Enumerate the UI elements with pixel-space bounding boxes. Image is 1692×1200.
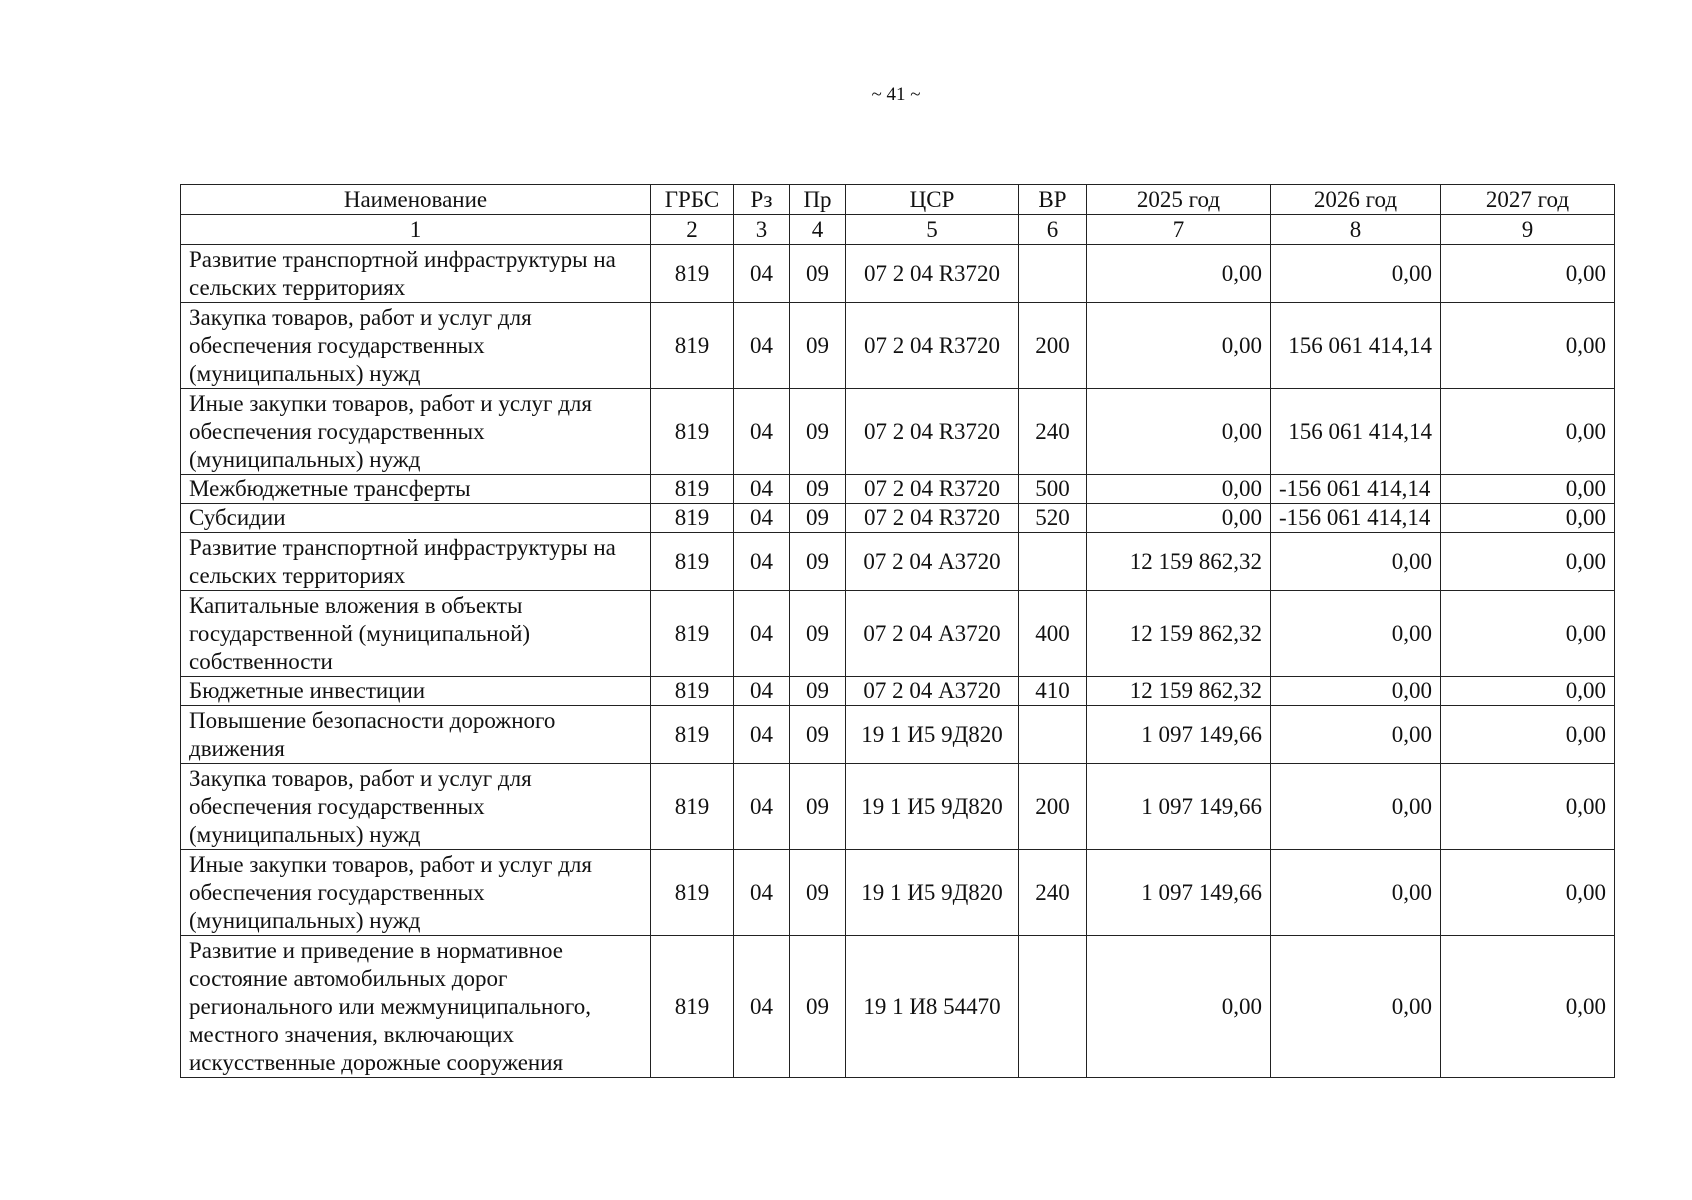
row-2026: 156 061 414,14	[1271, 303, 1441, 389]
row-csr: 07 2 04 R3720	[846, 245, 1019, 303]
column-number: 9	[1441, 215, 1615, 245]
row-grbs: 819	[651, 677, 734, 706]
row-grbs: 819	[651, 504, 734, 533]
table-row	[181, 303, 1615, 389]
table-row	[181, 706, 1615, 764]
row-csr: 07 2 04 R3720	[846, 389, 1019, 475]
table-row	[181, 389, 1615, 475]
column-number: 3	[734, 215, 790, 245]
row-csr: 07 2 04 R3720	[846, 303, 1019, 389]
row-vr	[1019, 245, 1087, 303]
row-rz: 04	[734, 245, 790, 303]
row-pr: 09	[790, 706, 846, 764]
row-2027: 0,00	[1441, 475, 1615, 504]
row-pr: 09	[790, 533, 846, 591]
row-grbs: 819	[651, 533, 734, 591]
row-2026: 0,00	[1271, 533, 1441, 591]
header-2027: 2027 год	[1441, 185, 1615, 215]
row-name: Повышение безопасности дорожного движения	[181, 706, 651, 764]
row-2026: 0,00	[1271, 936, 1441, 1078]
row-grbs: 819	[651, 850, 734, 936]
row-pr: 09	[790, 850, 846, 936]
row-2026: 0,00	[1271, 706, 1441, 764]
row-vr: 520	[1019, 504, 1087, 533]
header-pr: Пр	[790, 185, 846, 215]
row-pr: 09	[790, 475, 846, 504]
row-2027: 0,00	[1441, 850, 1615, 936]
row-grbs: 819	[651, 936, 734, 1078]
row-2026: 0,00	[1271, 245, 1441, 303]
row-pr: 09	[790, 303, 846, 389]
row-name: Развитие и приведение в нормативное состояние автомобильных дорог регионального или межмуниципального, местного значения, включающих искусственные дорожные сооружения	[181, 936, 651, 1078]
row-2025: 1 097 149,66	[1087, 706, 1271, 764]
row-name: Субсидии	[181, 504, 651, 533]
row-rz: 04	[734, 850, 790, 936]
column-number: 4	[790, 215, 846, 245]
row-csr: 07 2 04 R3720	[846, 504, 1019, 533]
row-vr: 410	[1019, 677, 1087, 706]
header-name: Наименование	[181, 185, 651, 215]
row-2027: 0,00	[1441, 591, 1615, 677]
column-number-row	[181, 215, 1615, 245]
header-2026: 2026 год	[1271, 185, 1441, 215]
row-2026: -156 061 414,14	[1271, 504, 1441, 533]
row-2027: 0,00	[1441, 764, 1615, 850]
row-name: Развитие транспортной инфраструктуры на сельских территориях	[181, 245, 651, 303]
row-csr: 07 2 04 А3720	[846, 591, 1019, 677]
table-row	[181, 533, 1615, 591]
row-csr: 19 1 И5 9Д820	[846, 706, 1019, 764]
header-row	[181, 185, 1615, 215]
row-rz: 04	[734, 706, 790, 764]
row-2026: 0,00	[1271, 850, 1441, 936]
row-name: Капитальные вложения в объекты государственной (муниципальной) собственности	[181, 591, 651, 677]
row-csr: 07 2 04 R3720	[846, 475, 1019, 504]
row-pr: 09	[790, 677, 846, 706]
row-csr: 07 2 04 А3720	[846, 677, 1019, 706]
row-name: Бюджетные инвестиции	[181, 677, 651, 706]
row-2027: 0,00	[1441, 936, 1615, 1078]
row-pr: 09	[790, 591, 846, 677]
row-vr: 200	[1019, 764, 1087, 850]
row-2027: 0,00	[1441, 303, 1615, 389]
row-name: Межбюджетные трансферты	[181, 475, 651, 504]
header-grbs: ГРБС	[651, 185, 734, 215]
row-2026: 0,00	[1271, 677, 1441, 706]
row-2025: 0,00	[1087, 245, 1271, 303]
header-vr: ВР	[1019, 185, 1087, 215]
header-rz: Рз	[734, 185, 790, 215]
table-row	[181, 504, 1615, 533]
column-number: 6	[1019, 215, 1087, 245]
row-vr: 400	[1019, 591, 1087, 677]
column-number: 5	[846, 215, 1019, 245]
row-rz: 04	[734, 389, 790, 475]
page-number: ~ 41 ~	[871, 84, 921, 105]
row-2025: 0,00	[1087, 504, 1271, 533]
row-name: Иные закупки товаров, работ и услуг для обеспечения государственных (муниципальных) нужд	[181, 389, 651, 475]
row-name: Закупка товаров, работ и услуг для обеспечения государственных (муниципальных) нужд	[181, 764, 651, 850]
row-pr: 09	[790, 936, 846, 1078]
row-2027: 0,00	[1441, 533, 1615, 591]
row-rz: 04	[734, 533, 790, 591]
row-csr: 19 1 И8 54470	[846, 936, 1019, 1078]
table-row	[181, 475, 1615, 504]
row-vr	[1019, 936, 1087, 1078]
row-name: Закупка товаров, работ и услуг для обеспечения государственных (муниципальных) нужд	[181, 303, 651, 389]
row-2025: 0,00	[1087, 475, 1271, 504]
row-pr: 09	[790, 764, 846, 850]
header-2025: 2025 год	[1087, 185, 1271, 215]
table-row	[181, 245, 1615, 303]
table-row	[181, 764, 1615, 850]
row-rz: 04	[734, 936, 790, 1078]
row-2027: 0,00	[1441, 389, 1615, 475]
row-rz: 04	[734, 764, 790, 850]
row-2025: 0,00	[1087, 303, 1271, 389]
column-number: 2	[651, 215, 734, 245]
table-row	[181, 850, 1615, 936]
budget-table	[180, 184, 1615, 1078]
row-csr: 19 1 И5 9Д820	[846, 764, 1019, 850]
row-2025: 12 159 862,32	[1087, 677, 1271, 706]
row-grbs: 819	[651, 591, 734, 677]
row-pr: 09	[790, 389, 846, 475]
row-rz: 04	[734, 677, 790, 706]
table-row	[181, 936, 1615, 1078]
row-2025: 1 097 149,66	[1087, 764, 1271, 850]
row-vr	[1019, 706, 1087, 764]
row-2025: 1 097 149,66	[1087, 850, 1271, 936]
row-2027: 0,00	[1441, 245, 1615, 303]
row-grbs: 819	[651, 764, 734, 850]
row-grbs: 819	[651, 245, 734, 303]
row-pr: 09	[790, 245, 846, 303]
row-vr: 500	[1019, 475, 1087, 504]
row-2026: 0,00	[1271, 591, 1441, 677]
row-name: Иные закупки товаров, работ и услуг для обеспечения государственных (муниципальных) нужд	[181, 850, 651, 936]
row-grbs: 819	[651, 389, 734, 475]
row-2025: 12 159 862,32	[1087, 533, 1271, 591]
row-2027: 0,00	[1441, 706, 1615, 764]
row-rz: 04	[734, 591, 790, 677]
row-name: Развитие транспортной инфраструктуры на сельских территориях	[181, 533, 651, 591]
row-grbs: 819	[651, 303, 734, 389]
column-number: 8	[1271, 215, 1441, 245]
row-2025: 12 159 862,32	[1087, 591, 1271, 677]
row-csr: 19 1 И5 9Д820	[846, 850, 1019, 936]
column-number: 1	[181, 215, 651, 245]
table-row	[181, 591, 1615, 677]
row-2025: 0,00	[1087, 389, 1271, 475]
header-csr: ЦСР	[846, 185, 1019, 215]
row-csr: 07 2 04 А3720	[846, 533, 1019, 591]
row-2026: 156 061 414,14	[1271, 389, 1441, 475]
column-number: 7	[1087, 215, 1271, 245]
row-vr	[1019, 533, 1087, 591]
row-vr: 240	[1019, 389, 1087, 475]
row-vr: 240	[1019, 850, 1087, 936]
row-grbs: 819	[651, 475, 734, 504]
row-rz: 04	[734, 303, 790, 389]
table-row	[181, 677, 1615, 706]
row-grbs: 819	[651, 706, 734, 764]
row-2026: -156 061 414,14	[1271, 475, 1441, 504]
row-2027: 0,00	[1441, 677, 1615, 706]
row-2027: 0,00	[1441, 504, 1615, 533]
row-vr: 200	[1019, 303, 1087, 389]
row-pr: 09	[790, 504, 846, 533]
row-2025: 0,00	[1087, 936, 1271, 1078]
row-rz: 04	[734, 475, 790, 504]
row-rz: 04	[734, 504, 790, 533]
row-2026: 0,00	[1271, 764, 1441, 850]
